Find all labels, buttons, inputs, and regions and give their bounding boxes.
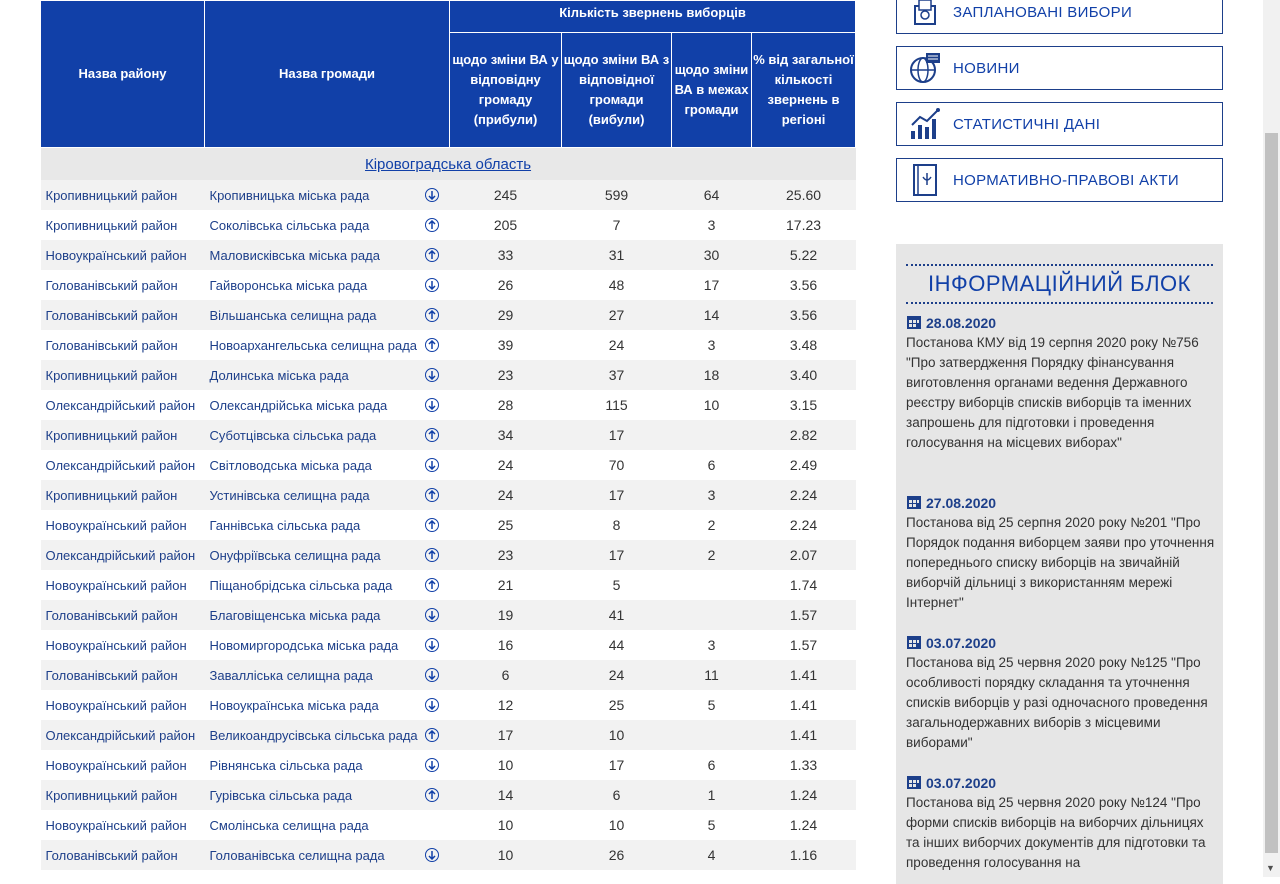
header-community: Назва громади (205, 1, 450, 148)
community-name: Благовіщенська міська рада (209, 607, 381, 623)
table-row (41, 390, 856, 420)
community-cell (205, 450, 450, 480)
table-row (41, 450, 856, 480)
arrow-down-circle-icon[interactable] (425, 188, 439, 202)
community-cell (205, 810, 450, 840)
district-cell: Голованівський район (41, 600, 205, 630)
calendar-icon (906, 494, 922, 513)
community-name: Голованівська селищна рада (209, 847, 385, 863)
community-cell (205, 540, 450, 570)
percent-cell: 1.57 (789, 637, 818, 653)
arrived-cell: 14 (450, 780, 562, 810)
planned-elections-label: ЗАПЛАНОВАНІ ВИБОРИ (953, 3, 1133, 21)
district-cell: Олександрійський район (45, 457, 196, 473)
arrow-down-circle-icon[interactable] (425, 668, 439, 682)
community-name: Онуфріївська селищна рада (209, 547, 381, 563)
statistics-button[interactable] (896, 102, 1223, 146)
community-cell (205, 390, 450, 420)
arrow-up-circle-icon[interactable] (425, 338, 439, 352)
news-item[interactable] (906, 314, 1216, 453)
within-cell: 30 (672, 240, 752, 270)
community-name: Устинівська селищна рада (209, 487, 370, 503)
arrow-down-circle-icon[interactable] (425, 698, 439, 712)
district-cell: Олександрійський район (45, 397, 196, 413)
table-row (41, 420, 856, 450)
left-cell: 24 (562, 660, 672, 690)
arrow-up-circle-icon[interactable] (425, 788, 439, 802)
left-cell: 44 (608, 637, 625, 653)
percent-cell: 3.56 (752, 300, 856, 330)
arrow-down-circle-icon[interactable] (425, 758, 439, 772)
table-row (41, 480, 856, 510)
calendar-icon (906, 774, 922, 793)
left-cell: 17 (562, 540, 672, 570)
community-name: Завалліська селищна рада (209, 667, 373, 683)
community-cell (205, 210, 450, 240)
within-cell (672, 570, 752, 600)
community-cell (205, 570, 450, 600)
table-row (41, 510, 856, 540)
arrived-cell: 24 (497, 457, 514, 473)
community-name: Соколівська сільська рада (209, 217, 370, 233)
news-date: 28.08.2020 (926, 315, 997, 331)
news-item[interactable] (906, 774, 1216, 873)
voters-table-container (40, 0, 855, 870)
within-cell (672, 420, 752, 450)
percent-cell: 1.33 (789, 757, 818, 773)
within-cell: 1 (672, 780, 752, 810)
table-row (41, 660, 856, 690)
community-cell (205, 180, 450, 210)
globe-news-icon (907, 50, 943, 86)
district-cell: Кропивницький район (41, 420, 205, 450)
arrow-up-circle-icon[interactable] (425, 518, 439, 532)
percent-cell: 1.41 (752, 660, 856, 690)
news-button[interactable] (896, 46, 1223, 90)
left-cell: 24 (608, 337, 625, 353)
arrow-up-circle-icon[interactable] (425, 248, 439, 262)
arrived-cell: 25 (497, 517, 514, 533)
percent-cell: 1.24 (789, 817, 818, 833)
arrived-cell: 19 (450, 600, 562, 630)
percent-cell: 1.41 (752, 720, 856, 750)
community-cell (205, 780, 450, 810)
info-block (896, 244, 1223, 884)
within-cell: 64 (672, 180, 752, 210)
planned-elections-button[interactable] (896, 0, 1223, 34)
table-row (41, 330, 856, 360)
within-cell: 5 (707, 817, 716, 833)
percent-cell: 1.41 (789, 697, 818, 713)
district-cell: Голованівський район (41, 840, 205, 870)
arrived-cell: 205 (493, 217, 518, 233)
table-row (41, 720, 856, 750)
arrow-up-circle-icon[interactable] (425, 548, 439, 562)
community-cell (205, 330, 450, 360)
arrived-cell: 16 (497, 637, 514, 653)
within-cell: 14 (672, 300, 752, 330)
left-cell: 17 (562, 480, 672, 510)
table-row (41, 600, 856, 630)
community-name: Гурівська сільська рада (209, 787, 353, 803)
community-cell (205, 480, 450, 510)
scrollbar-thumb[interactable] (1265, 133, 1278, 853)
arrow-down-circle-icon[interactable] (425, 368, 439, 382)
left-cell: 7 (612, 217, 621, 233)
news-date: 03.07.2020 (926, 635, 997, 651)
table-row (41, 690, 856, 720)
percent-cell: 2.24 (752, 480, 856, 510)
arrow-up-circle-icon[interactable] (425, 428, 439, 442)
arrived-cell: 28 (497, 397, 514, 413)
statistics-chart-icon (907, 106, 943, 142)
arrow-up-circle-icon[interactable] (425, 218, 439, 232)
news-item[interactable] (906, 494, 1216, 613)
district-cell: Новоукраїнський район (45, 817, 187, 833)
voters-appeals-table (40, 0, 856, 870)
left-cell: 5 (612, 577, 621, 593)
table-row (41, 300, 856, 330)
district-cell: Новоукраїнський район (45, 637, 187, 653)
header-percent: % від загальної кількості звернень в регіоні (752, 33, 856, 148)
percent-cell: 1.57 (752, 600, 856, 630)
left-cell: 8 (612, 517, 621, 533)
community-cell (205, 600, 450, 630)
community-cell (205, 750, 450, 780)
community-name: Світловодська міська рада (209, 457, 372, 473)
community-cell (205, 840, 450, 870)
table-row (41, 210, 856, 240)
within-cell: 4 (672, 840, 752, 870)
community-cell (205, 690, 450, 720)
community-name: Рівнянська сільська рада (209, 757, 363, 773)
left-cell: 115 (605, 397, 628, 413)
community-name: Ганнівська сільська рада (209, 517, 361, 533)
district-cell: Кропивницький район (41, 480, 205, 510)
left-cell: 27 (562, 300, 672, 330)
arrow-down-circle-icon[interactable] (425, 398, 439, 412)
table-row (41, 780, 856, 810)
news-text[interactable]: Постанова КМУ від 19 серпня 2020 року №756 "Про затвердження Порядку фінансування виготовлення органами ведення Державного реєстру виборців списків виборців та іменних запрошень для підготовки і проведення голосування на місцевих виборах" (906, 335, 1199, 450)
percent-cell: 2.07 (752, 540, 856, 570)
table-row (41, 630, 856, 660)
table-row (41, 540, 856, 570)
table-row (41, 270, 856, 300)
community-name: Новоукраїнська міська рада (209, 697, 379, 713)
table-row (41, 810, 856, 840)
arrived-cell: 24 (450, 480, 562, 510)
community-cell (205, 630, 450, 660)
within-cell: 18 (672, 360, 752, 390)
arrived-cell: 23 (450, 540, 562, 570)
district-cell: Новоукраїнський район (45, 517, 187, 533)
community-name: Маловисківська міська рада (209, 247, 380, 263)
law-book-icon (907, 162, 943, 198)
left-cell: 48 (608, 277, 625, 293)
community-name: Смолінська селищна рада (209, 817, 369, 833)
community-cell (205, 660, 450, 690)
community-cell (205, 360, 450, 390)
table-row (41, 360, 856, 390)
within-cell: 2 (707, 517, 716, 533)
within-cell: 3 (707, 637, 716, 653)
percent-cell: 3.48 (789, 337, 818, 353)
left-cell: 599 (562, 180, 672, 210)
district-cell: Кропивницький район (41, 360, 205, 390)
arrived-cell: 26 (497, 277, 514, 293)
percent-cell: 2.24 (789, 517, 818, 533)
left-cell: 10 (562, 720, 672, 750)
arrow-down-circle-icon[interactable] (425, 278, 439, 292)
arrived-cell: 12 (497, 697, 514, 713)
within-cell: 6 (707, 757, 716, 773)
arrow-down-circle-icon[interactable] (425, 608, 439, 622)
table-row (41, 570, 856, 600)
news-label: НОВИНИ (953, 59, 1020, 77)
district-cell: Кропивницький район (41, 180, 205, 210)
calendar-icon (906, 314, 922, 333)
district-cell: Кропивницький район (45, 217, 178, 233)
within-cell: 6 (707, 457, 716, 473)
arrived-cell: 10 (497, 757, 514, 773)
arrived-cell: 33 (450, 240, 562, 270)
community-name: Суботцівська сільська рада (209, 427, 377, 443)
table-row (41, 840, 856, 870)
district-cell: Олександрійський район (41, 540, 205, 570)
arrived-cell: 6 (450, 660, 562, 690)
arrived-cell: 17 (450, 720, 562, 750)
within-cell: 17 (703, 277, 720, 293)
district-cell: Голованівський район (41, 300, 205, 330)
district-cell: Новоукраїнський район (41, 240, 205, 270)
arrow-down-circle-icon[interactable] (425, 638, 439, 652)
within-cell: 5 (707, 697, 716, 713)
within-cell (672, 720, 752, 750)
within-cell (672, 600, 752, 630)
sidebar-menu (896, 0, 1223, 214)
left-cell: 37 (562, 360, 672, 390)
header-within: щодо зміни ВА в межах громади (672, 33, 752, 148)
arrived-cell: 245 (450, 180, 562, 210)
community-cell (205, 420, 450, 450)
arrived-cell: 10 (450, 840, 562, 870)
legal-acts-button[interactable] (896, 158, 1223, 202)
news-item[interactable] (906, 634, 1216, 753)
arrow-up-circle-icon[interactable] (425, 728, 439, 742)
community-name: Вільшанська селищна рада (209, 307, 377, 323)
district-cell: Голованівський район (45, 277, 178, 293)
community-name: Новоархангельська селищна рада (209, 337, 418, 353)
ballot-box-icon (907, 0, 943, 30)
scroll-down-arrow-icon[interactable]: ▼ (1266, 863, 1275, 873)
percent-cell: 3.15 (789, 397, 818, 413)
left-cell: 17 (562, 420, 672, 450)
arrived-cell: 21 (497, 577, 514, 593)
community-name: Кропивницька міська рада (209, 187, 370, 203)
info-block-title: ІНФОРМАЦІЙНИЙ БЛОК (906, 264, 1213, 304)
community-cell (205, 510, 450, 540)
left-cell: 26 (562, 840, 672, 870)
table-row (41, 180, 856, 210)
district-cell: Новоукраїнський район (45, 757, 187, 773)
percent-cell: 2.82 (752, 420, 856, 450)
left-cell: 31 (562, 240, 672, 270)
header-appeals-group: Кількість звернень виборців (450, 1, 856, 33)
district-cell: Голованівський район (41, 660, 205, 690)
percent-cell: 1.16 (752, 840, 856, 870)
left-cell: 25 (608, 697, 625, 713)
percent-cell: 5.22 (752, 240, 856, 270)
community-name: Долинська міська рада (209, 367, 349, 383)
community-cell (205, 240, 450, 270)
community-name: Піщанобрідська сільська рада (209, 577, 393, 593)
arrow-up-circle-icon[interactable] (425, 488, 439, 502)
arrow-up-circle-icon[interactable] (425, 578, 439, 592)
community-name: Олександрійська міська рада (209, 397, 388, 413)
community-name: Великоандрусівська сільська рада (209, 727, 418, 743)
region-link[interactable]: Кіровоградська область (364, 155, 532, 173)
table-row (41, 240, 856, 270)
left-cell: 70 (608, 457, 625, 473)
news-text[interactable]: Постанова від 25 серпня 2020 року №201 "Про Порядок подання виборцем заяви про уточнення попереднього списку виборців на звичайній виборчій дільниці з використанням мережі Інтернет" (906, 515, 1215, 610)
arrived-cell: 29 (450, 300, 562, 330)
percent-cell: 1.74 (789, 577, 818, 593)
within-cell: 11 (672, 660, 752, 690)
within-cell: 3 (707, 337, 716, 353)
community-cell (205, 720, 450, 750)
district-cell: Олександрійський район (41, 720, 205, 750)
left-cell: 6 (562, 780, 672, 810)
percent-cell: 17.23 (786, 217, 822, 233)
statistics-label: СТАТИСТИЧНІ ДАНІ (953, 115, 1101, 133)
arrived-cell: 39 (497, 337, 514, 353)
community-cell (205, 270, 450, 300)
percent-cell: 2.49 (789, 457, 818, 473)
within-cell: 10 (703, 397, 720, 413)
region-row (41, 148, 856, 181)
percent-cell: 25.60 (752, 180, 856, 210)
arrow-down-circle-icon[interactable] (425, 458, 439, 472)
news-date: 03.07.2020 (926, 775, 997, 791)
calendar-icon (906, 634, 922, 653)
community-name: Новомиргородська міська рада (209, 637, 399, 653)
district-cell: Кропивницький район (41, 780, 205, 810)
header-arrived: щодо зміни ВА у відповідну громаду (прибули) (450, 33, 562, 148)
news-text[interactable]: Постанова від 25 червня 2020 року №124 "Про форми списків виборців на виборчих дільницях та інших виборчих документів для підготовки та проведення голосування на (906, 795, 1206, 870)
percent-cell: 1.24 (752, 780, 856, 810)
news-date: 27.08.2020 (926, 495, 997, 511)
table-row (41, 750, 856, 780)
arrow-up-circle-icon[interactable] (425, 308, 439, 322)
left-cell: 17 (608, 757, 625, 773)
news-text[interactable]: Постанова від 25 червня 2020 року №125 "Про особливості порядку складання та уточнення списків виборців у разі одночасного проведення загальнодержавних виборів з місцевими виборами" (906, 655, 1208, 750)
within-cell: 2 (672, 540, 752, 570)
community-name: Гайворонська міська рада (209, 277, 368, 293)
header-district: Назва району (41, 1, 205, 148)
percent-cell: 3.40 (752, 360, 856, 390)
left-cell: 41 (562, 600, 672, 630)
legal-acts-label: НОРМАТИВНО-ПРАВОВІ АКТИ (953, 171, 1179, 189)
percent-cell: 3.56 (789, 277, 818, 293)
district-cell: Новоукраїнський район (45, 577, 187, 593)
header-left: щодо зміни ВА з відповідної громади (вибули) (562, 33, 672, 148)
arrived-cell: 23 (450, 360, 562, 390)
arrived-cell: 34 (450, 420, 562, 450)
within-cell: 3 (672, 480, 752, 510)
arrived-cell: 10 (497, 817, 514, 833)
arrow-down-circle-icon[interactable] (425, 848, 439, 862)
district-cell: Новоукраїнський район (45, 697, 187, 713)
left-cell: 10 (608, 817, 625, 833)
community-cell (205, 300, 450, 330)
district-cell: Голованівський район (45, 337, 178, 353)
within-cell: 3 (707, 217, 716, 233)
